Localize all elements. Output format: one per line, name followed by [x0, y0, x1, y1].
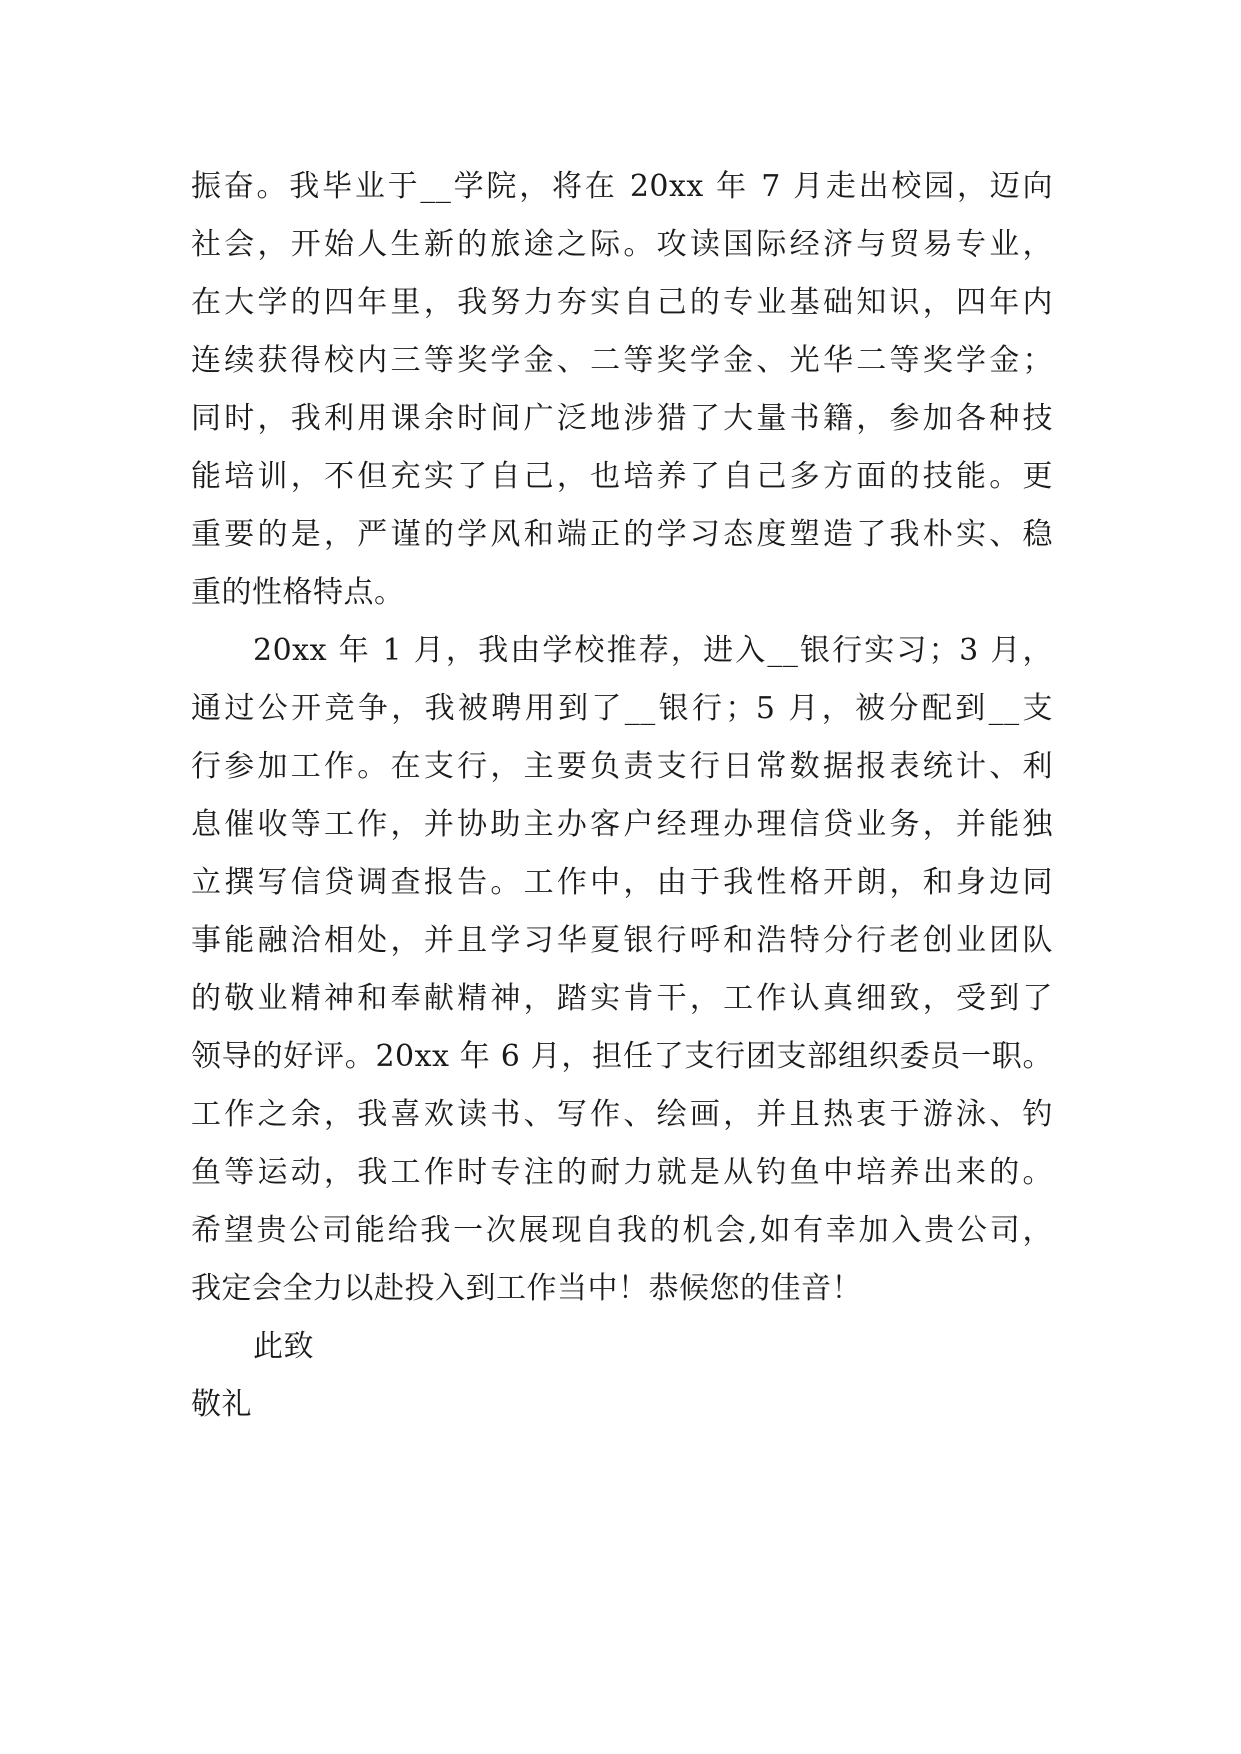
text-line: 我定会全力以赴投入到工作当中！恭候您的佳音！: [191, 1271, 862, 1306]
text-line: 社会，开始人生新的旅途之际。攻读国际经济与贸易专业，: [191, 227, 1053, 262]
text-line: 领导的好评。20xx 年 6 月，担任了支行团支部组织委员一职。: [191, 1039, 1053, 1074]
text-line: 事能融洽相处，并且学习华夏银行呼和浩特分行老创业团队: [191, 923, 1053, 958]
text-line: 工作之余，我喜欢读书、写作、绘画，并且热衷于游泳、钓: [191, 1097, 1053, 1132]
closing-regards: 敬礼: [191, 1387, 252, 1422]
text-line: 鱼等运动，我工作时专注的耐力就是从钓鱼中培养出来的。: [191, 1155, 1053, 1190]
text-line: 20xx 年 1 月，我由学校推荐，进入__银行实习；3 月，: [253, 633, 1053, 668]
text-line: 希望贵公司能给我一次展现自我的机会,如有幸加入贵公司，: [191, 1213, 1053, 1248]
letter-body: [191, 158, 1053, 1434]
text-line: 振奋。我毕业于__学院，将在 20xx 年 7 月走出校园，迈向: [191, 169, 1053, 204]
text-line: 立撰写信贷调查报告。工作中，由于我性格开朗，和身边同: [191, 865, 1053, 900]
text-line: 能培训，不但充实了自己，也培养了自己多方面的技能。更: [191, 459, 1053, 494]
text-line: 同时，我利用课余时间广泛地涉猎了大量书籍，参加各种技: [191, 401, 1053, 436]
text-line: 重要的是，严谨的学风和端正的学习态度塑造了我朴实、稳: [191, 517, 1053, 552]
closing-salutation: 此致: [253, 1329, 314, 1364]
text-line: 连续获得校内三等奖学金、二等奖学金、光华二等奖学金；: [191, 343, 1053, 378]
text-line: 息催收等工作，并协助主办客户经理办理信贷业务，并能独: [191, 807, 1053, 842]
text-line: 通过公开竞争，我被聘用到了__银行；5 月，被分配到__支: [191, 691, 1053, 726]
text-line: 行参加工作。在支行，主要负责支行日常数据报表统计、利: [191, 749, 1053, 784]
text-line: 的敬业精神和奉献精神，踏实肯干，工作认真细致，受到了: [191, 981, 1053, 1016]
text-line: 在大学的四年里，我努力夯实自己的专业基础知识，四年内: [191, 285, 1053, 320]
text-line: 重的性格特点。: [191, 575, 405, 610]
